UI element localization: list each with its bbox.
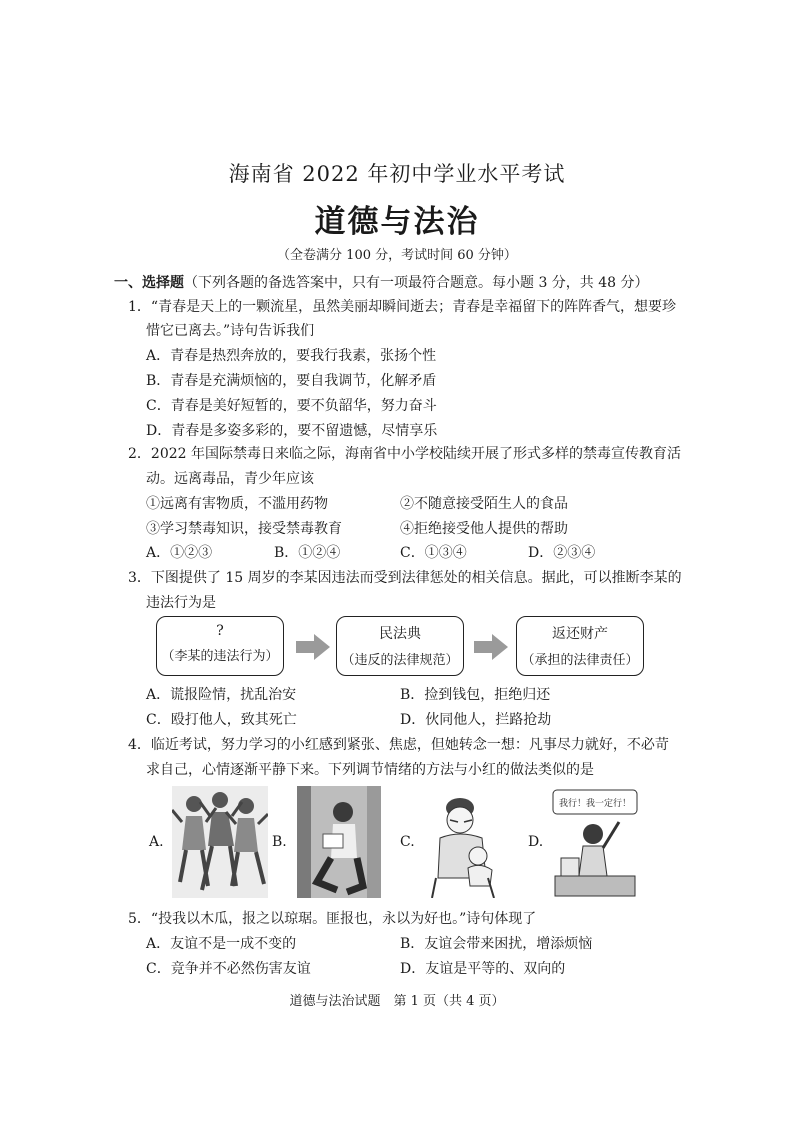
flow-box-violation <box>156 616 284 676</box>
q4-label-a: A. <box>149 834 164 850</box>
section-desc: （下列各题的备选答案中，只有一项最符合题意。每小题 3 分，共 48 分） <box>184 275 649 291</box>
cheering-student-image <box>551 786 639 898</box>
q1-option-d: D．青春是多姿多彩的，要不留遗憾，尽情享乐 <box>146 423 438 439</box>
q2-option-d: D．②③④ <box>528 545 596 561</box>
exam-title: 海南省 2022 年初中学业水平考试 <box>228 162 566 186</box>
q1-stem-line2: 惜它已离去。”诗句告诉我们 <box>146 323 315 339</box>
flow-box-liability-bottom: （承担的法律责任） <box>521 653 639 668</box>
flow-box-law-top: 民法典 <box>379 626 421 642</box>
q4-stem-line1: 4．临近考试，努力学习的小红感到紧张、焦虑，但她转念一想：凡事尽力就好，不必苛 <box>128 737 669 753</box>
q2-statement-2: ②不随意接受陌生人的食品 <box>400 496 568 512</box>
q5-option-c: C．竞争并不必然伤害友谊 <box>146 961 311 977</box>
q2-statement-1: ①远离有害物质，不滥用药物 <box>146 496 328 512</box>
q1-stem-line1: 1．“青春是天上的一颗流星，虽然美丽却瞬间逝去；青春是幸福留下的阵阵香气，想要珍 <box>128 299 677 315</box>
exam-note: （全卷满分 100 分，考试时间 60 分钟） <box>277 248 517 263</box>
q3-option-c: C．殴打他人，致其死亡 <box>146 712 297 728</box>
q3-stem-line1: 3．下图提供了 15 周岁的李某因违法而受到法律惩处的相关信息。据此，可以推断李某的 <box>128 570 682 586</box>
q5-stem-line1: 5．“投我以木瓜，报之以琼琚。匪报也，永以为好也。”诗句体现了 <box>128 911 537 927</box>
q2-option-c: C．①③④ <box>400 545 467 561</box>
flow-box-violation-top: ? <box>216 623 224 639</box>
q2-statement-4: ④拒绝接受他人提供的帮助 <box>400 521 568 537</box>
flow-box-law-bottom: （违反的法律规范） <box>341 653 459 668</box>
section-label: 一、选择题 <box>114 275 184 291</box>
flow-box-liability <box>516 616 644 676</box>
speech-bubble-text: 我行！我一定行！ <box>558 799 632 809</box>
q1-option-b: B．青春是充满烦恼的，要自我调节，化解矛盾 <box>146 373 437 389</box>
crying-girl-image <box>420 786 512 898</box>
q4-stem-line2: 求自己，心情逐渐平静下来。下列调节情绪的方法与小红的做法类似的是 <box>146 762 594 778</box>
q4-label-d: D. <box>528 834 544 850</box>
q5-option-b: B．友谊会带来困扰，增添烦恼 <box>400 936 593 952</box>
reading-girl-image <box>297 786 381 898</box>
arrow-right-icon <box>474 634 508 660</box>
q2-statement-3: ③学习禁毒知识，接受禁毒教育 <box>146 521 342 537</box>
q2-stem-line1: 2．2022 年国际禁毒日来临之际，海南省中小学校陆续开展了形式多样的禁毒宣传教育活 <box>128 446 681 462</box>
page-footer: 道德与法治试题 第 1 页（共 4 页） <box>289 994 505 1009</box>
flow-box-violation-bottom: （李某的违法行为） <box>161 649 279 664</box>
q2-option-a: A．①②③ <box>146 545 213 561</box>
dancing-girls-image <box>172 786 268 898</box>
q1-option-a: A．青春是热烈奔放的，要我行我素，张扬个性 <box>146 348 437 364</box>
q1-option-c: C．青春是美好短暂的，要不负韶华，努力奋斗 <box>146 398 437 414</box>
q4-label-b: B. <box>272 834 287 850</box>
q3-option-d: D．伙同他人，拦路抢劫 <box>400 712 552 728</box>
arrow-right-icon <box>296 634 330 660</box>
section-heading <box>114 272 649 292</box>
flow-box-law <box>336 616 464 676</box>
q2-stem-line2: 动。远离毒品，青少年应该 <box>146 471 314 487</box>
subject-title: 道德与法治 <box>314 204 480 240</box>
q5-option-a: A．友谊不是一成不变的 <box>146 936 297 952</box>
q2-option-b: B．①②④ <box>274 545 341 561</box>
q3-stem-line2: 违法行为是 <box>146 595 216 611</box>
q5-option-d: D．友谊是平等的、双向的 <box>400 961 566 977</box>
q4-label-c: C. <box>400 834 415 850</box>
q3-option-a: A．谎报险情，扰乱治安 <box>146 687 297 703</box>
flow-box-liability-top: 返还财产 <box>552 626 608 642</box>
q3-option-b: B．捡到钱包，拒绝归还 <box>400 687 551 703</box>
